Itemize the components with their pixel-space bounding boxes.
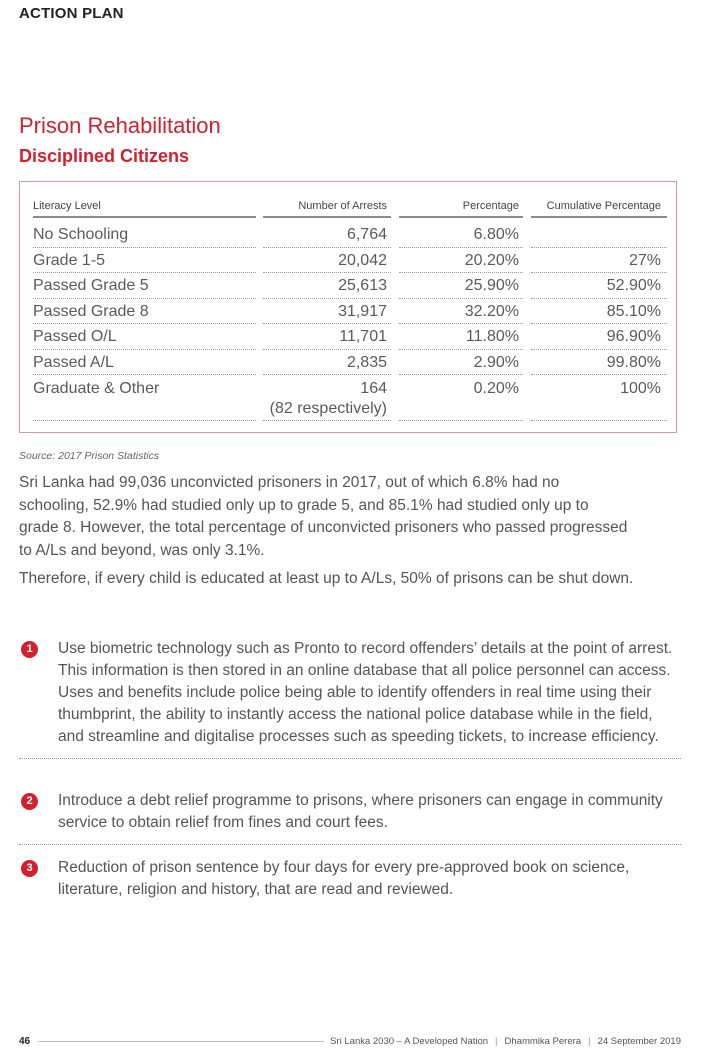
table-source-caption: Source: 2017 Prison Statistics [19,450,160,462]
cell-literacy-level: Graduate & Other [33,375,256,421]
page-number: 46 [19,1035,31,1047]
cell-arrests-note: (82 respectively) [269,400,387,417]
cell-arrests: 25,613 [263,273,391,299]
action-item-text: Reduction of prison sentence by four days for every pre-approved book on science, literature, religion and history, that are read and reviewed. [58,859,630,898]
table-row [33,324,667,350]
cell-cumulative [531,222,667,248]
cell-cumulative: 27% [531,248,667,274]
cell-literacy-level: Passed Grade 8 [33,299,256,325]
table-row [33,299,667,325]
table-row [33,375,667,421]
action-item-2 [19,790,681,845]
literacy-table-box [19,181,677,433]
cell-percentage: 32.20% [399,299,523,325]
action-item-3 [19,857,681,901]
footer-author: Dhammika Perera [504,1035,582,1047]
cell-literacy-level: No Schooling [33,222,256,248]
cell-percentage: 6.80% [399,222,523,248]
column-header-number-of-arrests: Number of Arrests [263,198,391,218]
cell-literacy-level: Passed Grade 5 [33,273,256,299]
footer-rule [38,1041,324,1042]
cell-arrests: 31,917 [263,299,391,325]
number-badge-icon: 1 [21,641,38,658]
column-header-literacy-level: Literacy Level [33,198,256,218]
cell-arrests: 6,764 [263,222,391,248]
cell-percentage: 20.20% [399,248,523,274]
cell-cumulative: 52.90% [531,273,667,299]
cell-literacy-level: Passed A/L [33,350,256,376]
body-paragraph-conclusion: Therefore, if every child is educated at least up to A/Ls, 50% of prisons can be shut down. [19,570,634,587]
footer-publication: Sri Lanka 2030 – A Developed Nation [330,1035,489,1047]
cell-percentage: 2.90% [399,350,523,376]
page-title: Prison Rehabilitation [19,113,221,138]
body-paragraph-statistics: Sri Lanka had 99,036 unconvicted prisoners in 2017, out of which 6.8% had no schooling, 52.9% had studied only up to grade 5, and 85.1% had studied only up to grade 8. However, the total percentage of unconvicted prisoners who passed progressed to A/Ls and beyond, was only 3.1%. [19,474,628,559]
cell-literacy-level: Passed O/L [33,324,256,350]
cell-literacy-level: Grade 1-5 [33,248,256,274]
cell-cumulative: 100% [531,375,667,421]
table-row [33,350,667,376]
cell-percentage: 0.20% [399,375,523,421]
footer-separator: | [588,1035,591,1047]
action-item-text: Introduce a debt relief programme to prisons, where prisoners can engage in community service to obtain relief from fines and court fees. [58,792,663,831]
cell-arrests: 2,835 [263,350,391,376]
action-item-text: Use biometric technology such as Pronto to record offenders’ details at the point of arrest. This information is then stored in an online database that all police personnel can access. Uses and benefits include police being able to identify offenders in real time using their thumbprint, the ability to instantly access the national police database while in the field, and streamline and digitalise processes such as speeding tickets, to increase efficiency. [58,640,673,745]
cell-percentage: 11.80% [399,324,523,350]
section-label: ACTION PLAN [19,5,124,22]
column-header-percentage: Percentage [399,198,523,218]
cell-arrests [263,375,391,421]
action-item-1 [19,638,681,759]
page-footer [19,1034,681,1048]
footer-separator: | [495,1035,498,1047]
number-badge-icon: 3 [21,860,38,877]
cell-cumulative: 99.80% [531,350,667,376]
column-header-cumulative-percentage: Cumulative Percentage [531,198,667,218]
cell-percentage: 25.90% [399,273,523,299]
table-row [33,222,667,248]
cell-arrests: 11,701 [263,324,391,350]
table-row [33,273,667,299]
table-row [33,248,667,274]
number-badge-icon: 2 [21,793,38,810]
table-header-row [33,198,667,218]
footer-date: 24 September 2019 [597,1035,681,1047]
page-subtitle: Disciplined Citizens [19,146,190,166]
cell-arrests: 20,042 [263,248,391,274]
literacy-table [33,198,667,421]
cell-cumulative: 85.10% [531,299,667,325]
cell-cumulative: 96.90% [531,324,667,350]
cell-arrests-value: 164 [360,380,387,397]
